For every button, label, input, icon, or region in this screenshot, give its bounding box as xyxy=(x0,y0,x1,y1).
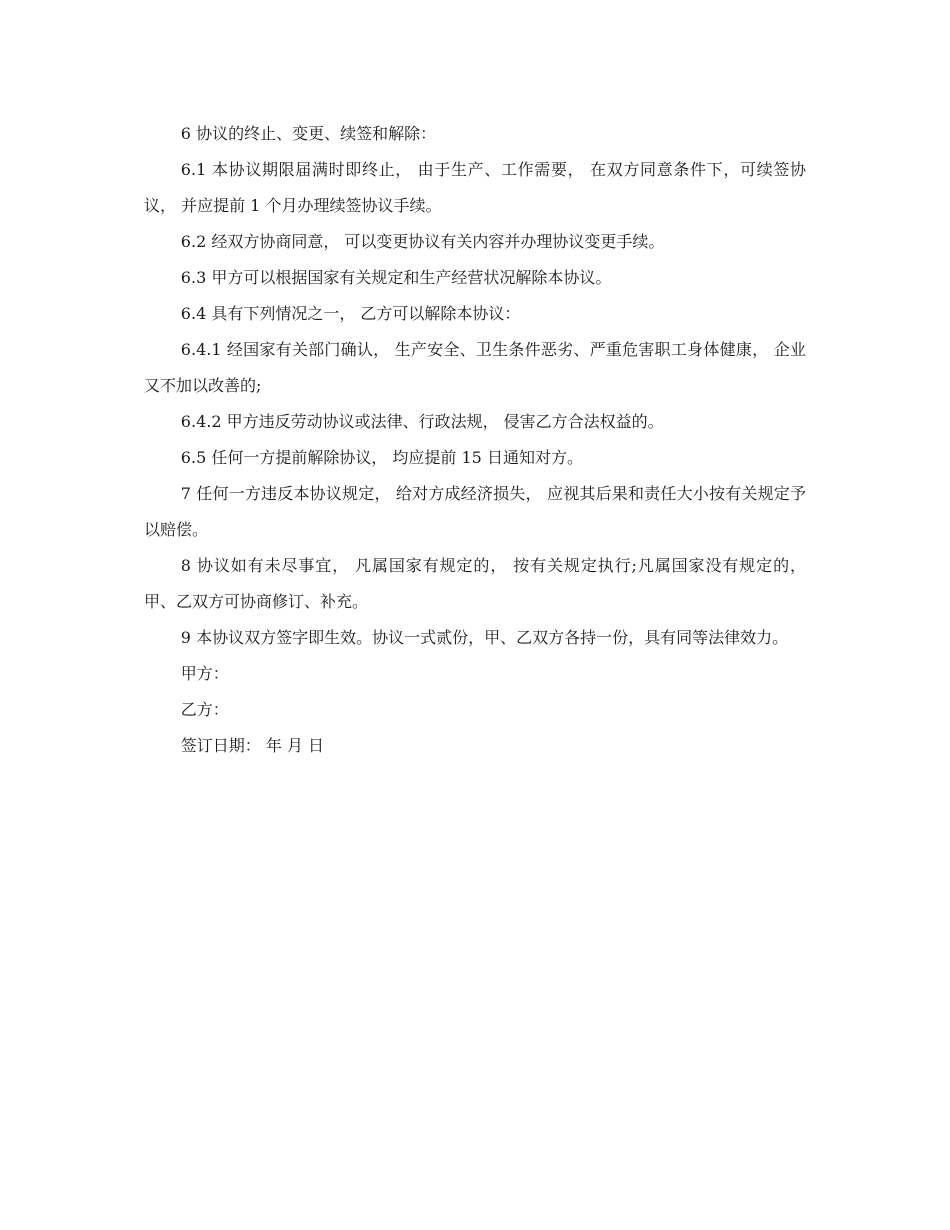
clause-6-4-1: 6.4.1 经国家有关部门确认， 生产安全、卫生条件恶劣、严重危害职工身体健康， 企业又不加以改善的; xyxy=(144,340,806,395)
section-6-heading: 6 协议的终止、变更、续签和解除： xyxy=(180,124,437,143)
clause-7: 7 任何一方违反本协议规定， 给对方成经济损失， 应视其后果和责任大小按有关规定予以赔偿。 xyxy=(144,484,806,539)
clause-6-4: 6.4 具有下列情况之一， 乙方可以解除本协议： xyxy=(180,304,521,323)
signing-date-line: 签订日期： 年 月 日 xyxy=(180,736,325,755)
clause-8: 8 协议如有未尽事宜， 凡属国家有规定的， 按有关规定执行;凡属国家没有规定的， 甲、乙双方可协商修订、补充。 xyxy=(144,556,806,611)
party-b-signature-line: 乙方： xyxy=(180,700,229,719)
clause-6-5: 6.5 任何一方提前解除协议， 均应提前 15 日通知对方。 xyxy=(180,448,583,467)
clause-6-3: 6.3 甲方可以根据国家有关规定和生产经营状况解除本协议。 xyxy=(180,268,612,287)
clause-6-1: 6.1 本协议期限届满时即终止， 由于生产、工作需要， 在双方同意条件下，可续签协议， 并应提前 1 个月办理续签协议手续。 xyxy=(144,160,806,215)
party-a-signature-line: 甲方： xyxy=(180,664,229,683)
clause-9: 9 本协议双方签字即生效。协议一式贰份，甲、乙双方各持一份，具有同等法律效力。 xyxy=(180,628,789,647)
document-body xyxy=(144,116,806,764)
clause-6-2: 6.2 经双方协商同意， 可以变更协议有关内容并办理协议变更手续。 xyxy=(180,232,665,251)
clause-6-4-2: 6.4.2 甲方违反劳动协议或法律、行政法规， 侵害乙方合法权益的。 xyxy=(180,412,664,431)
